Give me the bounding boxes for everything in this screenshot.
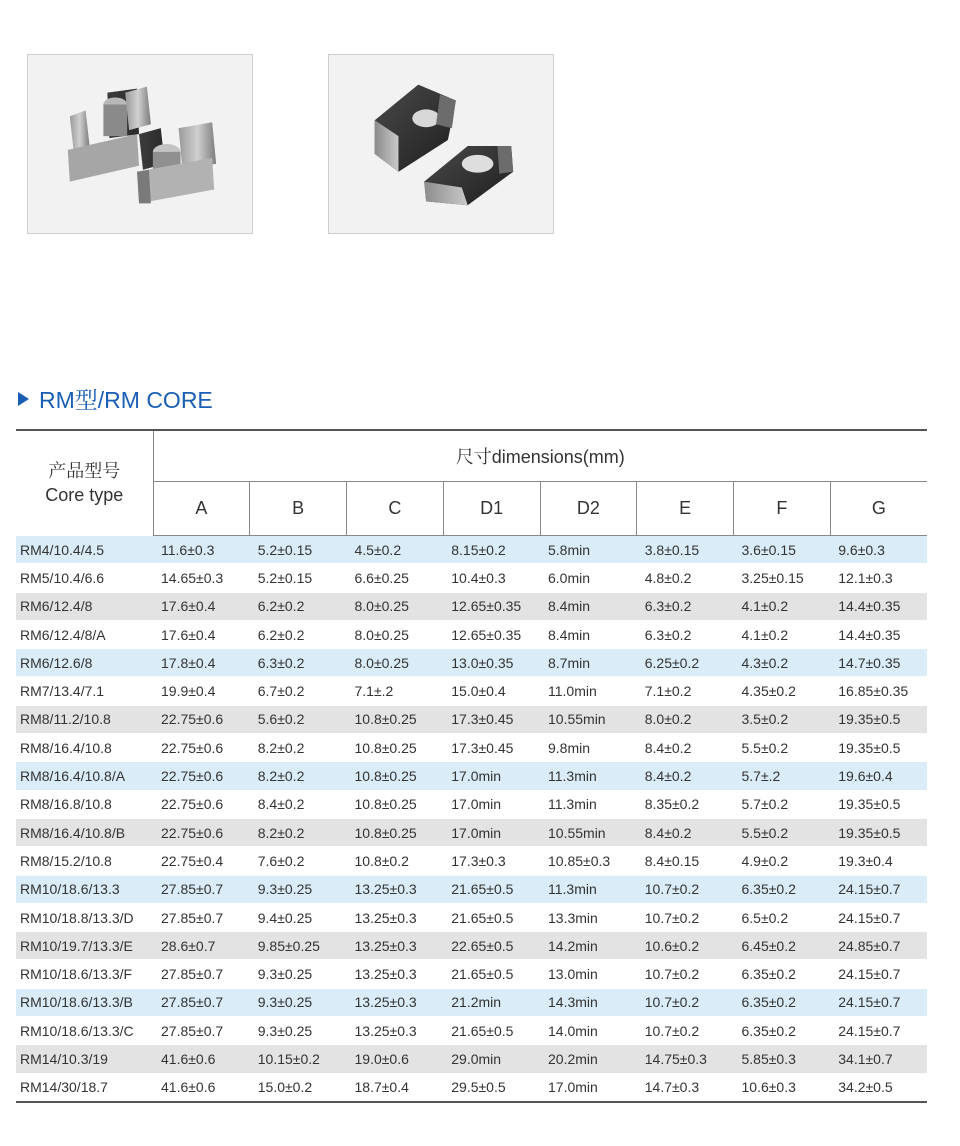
dimension-cell-c: 10.8±0.25 (347, 705, 444, 733)
dimension-cell-d1: 12.65±0.35 (443, 592, 540, 620)
core-type-cell: RM8/16.4/10.8 (16, 734, 153, 762)
dimension-cell-g: 24.85±0.7 (830, 932, 927, 960)
dimension-cell-f: 10.6±0.3 (734, 1073, 831, 1102)
column-header-e: E (637, 482, 734, 536)
table-row (16, 677, 927, 705)
dimension-cell-g: 19.3±0.4 (830, 847, 927, 875)
dimension-cell-d2: 10.85±0.3 (540, 847, 637, 875)
table-row (16, 818, 927, 846)
dimension-cell-e: 10.7±0.2 (637, 1017, 734, 1045)
dimension-cell-g: 19.6±0.4 (830, 762, 927, 790)
dimension-cell-b: 8.2±0.2 (250, 818, 347, 846)
dimension-cell-f: 6.35±0.2 (734, 988, 831, 1016)
core-type-header (16, 430, 153, 536)
dimension-cell-c: 13.25±0.3 (347, 960, 444, 988)
dimension-columns-row (16, 482, 927, 536)
core-type-cell: RM6/12.6/8 (16, 649, 153, 677)
dimension-cell-c: 13.25±0.3 (347, 988, 444, 1016)
dimension-cell-e: 14.7±0.3 (637, 1073, 734, 1102)
dimension-cell-c: 10.8±0.2 (347, 847, 444, 875)
dimension-cell-g: 34.1±0.7 (830, 1045, 927, 1073)
dimension-cell-c: 13.25±0.3 (347, 903, 444, 931)
column-header-b: B (250, 482, 347, 536)
section-title-text: RM型/RM CORE (39, 387, 213, 413)
dimension-cell-f: 4.9±0.2 (734, 847, 831, 875)
dimension-cell-f: 3.5±0.2 (734, 705, 831, 733)
table-row (16, 903, 927, 931)
product-photo-rm-core-upright (27, 54, 253, 234)
core-type-header-cn: 产品型号 (48, 461, 121, 481)
dimension-cell-b: 9.3±0.25 (250, 988, 347, 1016)
dimension-cell-f: 6.35±0.2 (734, 1017, 831, 1045)
dimension-cell-f: 3.25±0.15 (734, 564, 831, 592)
dimension-cell-e: 4.8±0.2 (637, 564, 734, 592)
rm-core-tilted-illustration (329, 55, 553, 233)
dimension-cell-g: 12.1±0.3 (830, 564, 927, 592)
dimension-cell-e: 6.3±0.2 (637, 620, 734, 648)
dimension-cell-g: 14.4±0.35 (830, 620, 927, 648)
dimension-cell-g: 19.35±0.5 (830, 734, 927, 762)
table-row (16, 564, 927, 592)
dimension-cell-b: 7.6±0.2 (250, 847, 347, 875)
dimension-cell-a: 17.6±0.4 (153, 592, 250, 620)
dimension-cell-f: 6.5±0.2 (734, 903, 831, 931)
dimension-cell-b: 8.4±0.2 (250, 790, 347, 818)
column-header-d1: D1 (443, 482, 540, 536)
dimension-cell-b: 9.3±0.25 (250, 1017, 347, 1045)
dimensions-header: 尺寸dimensions(mm) (153, 430, 927, 482)
dimension-cell-d2: 11.3min (540, 875, 637, 903)
dimension-cell-a: 22.75±0.6 (153, 705, 250, 733)
dimension-cell-a: 22.75±0.6 (153, 790, 250, 818)
core-type-cell: RM8/16.8/10.8 (16, 790, 153, 818)
section-heading (18, 382, 213, 415)
core-type-cell: RM14/10.3/19 (16, 1045, 153, 1073)
core-type-header-en: Core type (45, 485, 124, 505)
dimension-cell-a: 22.75±0.6 (153, 818, 250, 846)
dimension-cell-d2: 10.55min (540, 705, 637, 733)
column-header-d2: D2 (540, 482, 637, 536)
dimension-cell-d1: 21.65±0.5 (443, 875, 540, 903)
core-type-cell: RM7/13.4/7.1 (16, 677, 153, 705)
dimension-cell-d2: 13.3min (540, 903, 637, 931)
core-type-cell: RM6/12.4/8 (16, 592, 153, 620)
core-type-cell: RM10/18.6/13.3/C (16, 1017, 153, 1045)
dimension-cell-d1: 21.2min (443, 988, 540, 1016)
dimension-cell-d1: 15.0±0.4 (443, 677, 540, 705)
dimension-cell-e: 10.7±0.2 (637, 960, 734, 988)
dimension-cell-g: 14.4±0.35 (830, 592, 927, 620)
dimension-cell-e: 10.7±0.2 (637, 903, 734, 931)
dimension-cell-a: 19.9±0.4 (153, 677, 250, 705)
dimension-cell-a: 17.6±0.4 (153, 620, 250, 648)
dimension-cell-b: 6.2±0.2 (250, 620, 347, 648)
dimension-cell-f: 5.85±0.3 (734, 1045, 831, 1073)
table-row (16, 1073, 927, 1102)
product-photo-rm-core-tilted (328, 54, 554, 234)
core-type-cell: RM6/12.4/8/A (16, 620, 153, 648)
dimension-cell-a: 41.6±0.6 (153, 1073, 250, 1102)
dimension-cell-e: 8.4±0.2 (637, 734, 734, 762)
core-type-cell: RM10/18.6/13.3 (16, 875, 153, 903)
dimension-cell-g: 19.35±0.5 (830, 818, 927, 846)
dimension-cell-d1: 29.5±0.5 (443, 1073, 540, 1102)
dimension-cell-d2: 20.2min (540, 1045, 637, 1073)
dimension-cell-b: 6.3±0.2 (250, 649, 347, 677)
dimension-cell-a: 27.85±0.7 (153, 1017, 250, 1045)
dimension-cell-d1: 29.0min (443, 1045, 540, 1073)
dimension-cell-e: 6.3±0.2 (637, 592, 734, 620)
column-header-a: A (153, 482, 250, 536)
dimension-cell-d2: 14.0min (540, 1017, 637, 1045)
dimension-cell-b: 15.0±0.2 (250, 1073, 347, 1102)
dimension-cell-g: 16.85±0.35 (830, 677, 927, 705)
dimension-cell-a: 27.85±0.7 (153, 988, 250, 1016)
core-type-cell: RM8/11.2/10.8 (16, 705, 153, 733)
rm-core-spec-table (16, 429, 927, 1103)
dimension-cell-d1: 8.15±0.2 (443, 536, 540, 564)
dimension-cell-e: 8.0±0.2 (637, 705, 734, 733)
dimension-cell-a: 11.6±0.3 (153, 536, 250, 564)
dimension-cell-g: 24.15±0.7 (830, 988, 927, 1016)
dimension-cell-f: 5.7±.2 (734, 762, 831, 790)
table-row (16, 960, 927, 988)
dimension-cell-b: 9.85±0.25 (250, 932, 347, 960)
table-row (16, 875, 927, 903)
dimension-cell-d2: 13.0min (540, 960, 637, 988)
core-type-cell: RM10/18.6/13.3/F (16, 960, 153, 988)
dimension-cell-f: 5.7±0.2 (734, 790, 831, 818)
dimension-cell-d1: 21.65±0.5 (443, 903, 540, 931)
dimension-cell-f: 6.35±0.2 (734, 960, 831, 988)
table-row (16, 592, 927, 620)
dimension-cell-d1: 13.0±0.35 (443, 649, 540, 677)
dimension-cell-e: 6.25±0.2 (637, 649, 734, 677)
dimension-cell-d1: 17.3±0.45 (443, 705, 540, 733)
dimension-cell-d2: 8.7min (540, 649, 637, 677)
dimension-cell-g: 9.6±0.3 (830, 536, 927, 564)
dimension-cell-d2: 6.0min (540, 564, 637, 592)
dimension-cell-g: 19.35±0.5 (830, 705, 927, 733)
dimension-cell-f: 4.35±0.2 (734, 677, 831, 705)
dimension-cell-c: 4.5±0.2 (347, 536, 444, 564)
dimension-cell-d1: 17.0min (443, 818, 540, 846)
dimension-cell-g: 24.15±0.7 (830, 1017, 927, 1045)
dimension-cell-f: 4.1±0.2 (734, 620, 831, 648)
core-type-cell: RM10/18.6/13.3/B (16, 988, 153, 1016)
dimension-cell-a: 17.8±0.4 (153, 649, 250, 677)
dimension-cell-b: 6.7±0.2 (250, 677, 347, 705)
table-row (16, 705, 927, 733)
table-row (16, 536, 927, 564)
dimension-cell-c: 10.8±0.25 (347, 734, 444, 762)
dimension-cell-b: 5.6±0.2 (250, 705, 347, 733)
column-header-g: G (830, 482, 927, 536)
core-type-cell: RM10/18.8/13.3/D (16, 903, 153, 931)
dimension-cell-f: 4.1±0.2 (734, 592, 831, 620)
dimension-cell-d1: 10.4±0.3 (443, 564, 540, 592)
dimension-cell-c: 13.25±0.3 (347, 875, 444, 903)
dimension-cell-d2: 9.8min (540, 734, 637, 762)
dimension-cell-e: 10.7±0.2 (637, 875, 734, 903)
table-row (16, 620, 927, 648)
table-row (16, 988, 927, 1016)
dimension-cell-f: 5.5±0.2 (734, 818, 831, 846)
dimension-cell-d1: 17.0min (443, 762, 540, 790)
dimension-cell-c: 19.0±0.6 (347, 1045, 444, 1073)
dimension-cell-c: 8.0±0.25 (347, 649, 444, 677)
dimension-cell-a: 28.6±0.7 (153, 932, 250, 960)
core-type-cell: RM5/10.4/6.6 (16, 564, 153, 592)
dimension-cell-b: 9.3±0.25 (250, 960, 347, 988)
dimension-cell-a: 27.85±0.7 (153, 875, 250, 903)
table-row (16, 790, 927, 818)
dimension-cell-c: 10.8±0.25 (347, 790, 444, 818)
dimension-cell-b: 9.4±0.25 (250, 903, 347, 931)
dimension-cell-c: 13.25±0.3 (347, 932, 444, 960)
core-type-cell: RM4/10.4/4.5 (16, 536, 153, 564)
dimension-cell-c: 8.0±0.25 (347, 620, 444, 648)
dimension-cell-a: 22.75±0.6 (153, 762, 250, 790)
core-type-cell: RM8/16.4/10.8/B (16, 818, 153, 846)
rm-core-upright-illustration (28, 55, 252, 233)
dimension-cell-b: 6.2±0.2 (250, 592, 347, 620)
dimension-cell-g: 14.7±0.35 (830, 649, 927, 677)
dimension-cell-b: 5.2±0.15 (250, 564, 347, 592)
table-row (16, 762, 927, 790)
dimension-cell-d1: 12.65±0.35 (443, 620, 540, 648)
dimension-cell-b: 9.3±0.25 (250, 875, 347, 903)
table-row (16, 932, 927, 960)
dimension-cell-d1: 21.65±0.5 (443, 1017, 540, 1045)
dimension-cell-a: 22.75±0.6 (153, 734, 250, 762)
core-type-cell: RM8/16.4/10.8/A (16, 762, 153, 790)
dimension-cell-g: 19.35±0.5 (830, 790, 927, 818)
core-type-cell: RM10/19.7/13.3/E (16, 932, 153, 960)
dimension-cell-e: 7.1±0.2 (637, 677, 734, 705)
dimension-cell-d2: 14.3min (540, 988, 637, 1016)
table-row (16, 734, 927, 762)
dimension-cell-e: 14.75±0.3 (637, 1045, 734, 1073)
table-body (16, 536, 927, 1102)
dimension-cell-d2: 5.8min (540, 536, 637, 564)
table-row (16, 649, 927, 677)
dimension-cell-e: 8.4±0.2 (637, 762, 734, 790)
dimension-cell-d2: 8.4min (540, 620, 637, 648)
dimension-cell-d2: 8.4min (540, 592, 637, 620)
dimension-cell-f: 3.6±0.15 (734, 536, 831, 564)
dimension-cell-b: 8.2±0.2 (250, 734, 347, 762)
dimension-cell-d1: 17.3±0.45 (443, 734, 540, 762)
dimension-cell-f: 6.35±0.2 (734, 875, 831, 903)
dimension-cell-c: 10.8±0.25 (347, 818, 444, 846)
dimension-cell-e: 10.6±0.2 (637, 932, 734, 960)
dimension-cell-e: 3.8±0.15 (637, 536, 734, 564)
dimension-cell-e: 10.7±0.2 (637, 988, 734, 1016)
dimension-cell-e: 8.35±0.2 (637, 790, 734, 818)
dimension-cell-e: 8.4±0.2 (637, 818, 734, 846)
dimension-cell-f: 4.3±0.2 (734, 649, 831, 677)
table-row (16, 847, 927, 875)
dimension-cell-c: 7.1±.2 (347, 677, 444, 705)
triangle-bullet-icon (18, 392, 29, 406)
dimension-cell-c: 6.6±0.25 (347, 564, 444, 592)
core-type-cell: RM14/30/18.7 (16, 1073, 153, 1102)
dimension-cell-d1: 17.3±0.3 (443, 847, 540, 875)
dimension-cell-b: 5.2±0.15 (250, 536, 347, 564)
dimension-cell-g: 24.15±0.7 (830, 875, 927, 903)
dimension-cell-d2: 11.3min (540, 762, 637, 790)
dimension-cell-e: 8.4±0.15 (637, 847, 734, 875)
dimension-cell-g: 34.2±0.5 (830, 1073, 927, 1102)
dimension-cell-c: 8.0±0.25 (347, 592, 444, 620)
dimension-cell-c: 18.7±0.4 (347, 1073, 444, 1102)
dimension-cell-d2: 17.0min (540, 1073, 637, 1102)
dimension-cell-d2: 11.3min (540, 790, 637, 818)
dimension-cell-c: 10.8±0.25 (347, 762, 444, 790)
dimension-cell-d2: 11.0min (540, 677, 637, 705)
dimension-cell-f: 6.45±0.2 (734, 932, 831, 960)
dimension-cell-b: 8.2±0.2 (250, 762, 347, 790)
dimension-cell-a: 22.75±0.4 (153, 847, 250, 875)
dimension-cell-g: 24.15±0.7 (830, 903, 927, 931)
column-header-c: C (347, 482, 444, 536)
dimension-cell-d1: 21.65±0.5 (443, 960, 540, 988)
dimension-cell-a: 27.85±0.7 (153, 903, 250, 931)
dimension-cell-d2: 10.55min (540, 818, 637, 846)
dimension-cell-d2: 14.2min (540, 932, 637, 960)
dimension-cell-f: 5.5±0.2 (734, 734, 831, 762)
dimension-cell-a: 41.6±0.6 (153, 1045, 250, 1073)
dimension-cell-d1: 17.0min (443, 790, 540, 818)
dimension-cell-d1: 22.65±0.5 (443, 932, 540, 960)
dimension-cell-c: 13.25±0.3 (347, 1017, 444, 1045)
column-header-f: F (734, 482, 831, 536)
dimension-cell-a: 14.65±0.3 (153, 564, 250, 592)
core-type-cell: RM8/15.2/10.8 (16, 847, 153, 875)
table-row (16, 1045, 927, 1073)
dimension-cell-a: 27.85±0.7 (153, 960, 250, 988)
dimension-cell-g: 24.15±0.7 (830, 960, 927, 988)
table-row (16, 1017, 927, 1045)
dimension-cell-b: 10.15±0.2 (250, 1045, 347, 1073)
